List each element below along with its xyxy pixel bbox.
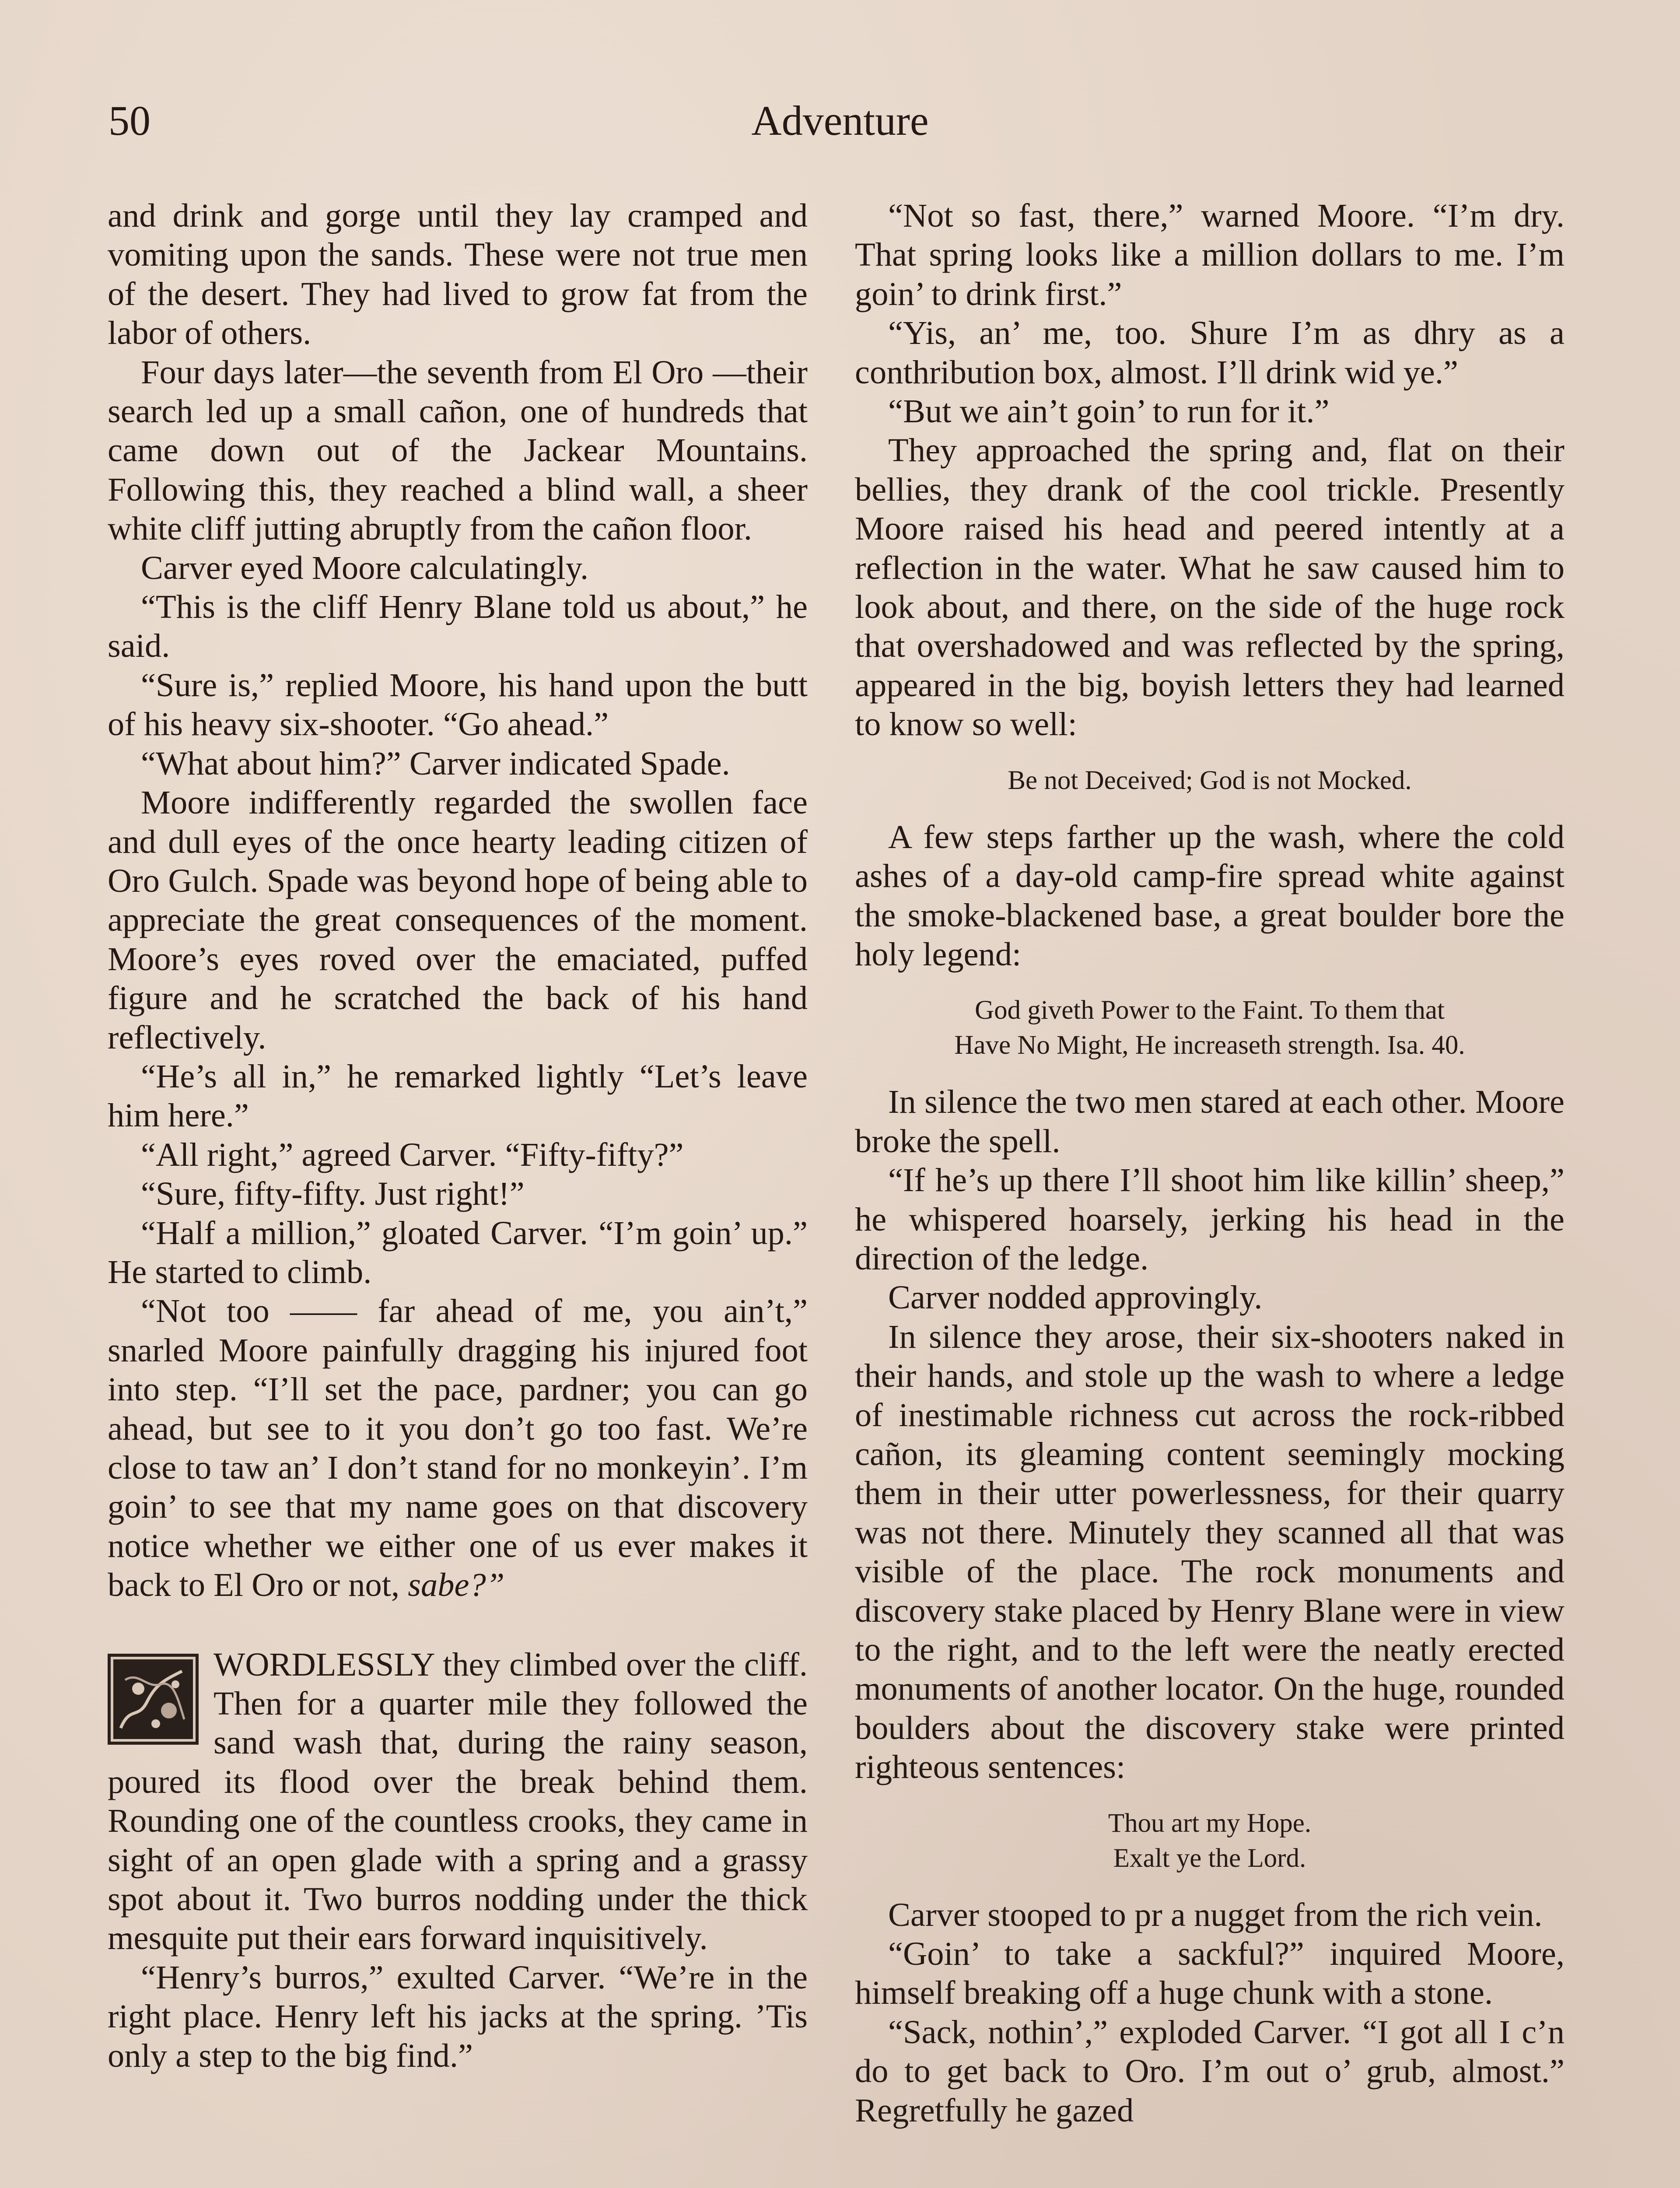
- paragraph-text: “Not too —— far ahead of me, you ain’t,” snarled Moore painfully dragging his injured foot into step. “I’ll set the pace, pardner; you can go ahead, but see to it you don’t go too fast. We’re close to taw an’ I don’t stand for no monkeyin’. I’m goin’ to see that my name goes on that discovery notice whether we either one of us ever makes it back to El Oro or not,: [108, 1292, 808, 1604]
- spacer: [855, 974, 1564, 993]
- inscription: Be not Deceived; God is not Mocked.: [1008, 765, 1412, 795]
- left-column: [108, 196, 808, 2075]
- italic-text: sabe?”: [408, 1566, 505, 1604]
- spacer: [855, 1787, 1564, 1806]
- spacer: [855, 744, 1564, 763]
- paragraph: [108, 1645, 808, 1958]
- paragraph: and drink and gorge until they lay cramped and vomiting upon the sands. These were not true men of the desert. They had lived to grow fat from the labor of others.: [108, 197, 808, 352]
- paragraph: “Not so fast, there,” warned Moore. “I’m dry. That spring looks like a million dollars to me. I’m goin’ to drink first.”: [855, 197, 1564, 312]
- paragraph: Carver eyed Moore calculatingly.: [141, 549, 589, 586]
- paragraph: Carver nodded approvingly.: [888, 1279, 1263, 1316]
- inscription-line: Exalt ye the Lord.: [1113, 1843, 1306, 1873]
- inscription-line: Thou art my Hope.: [1108, 1808, 1312, 1838]
- paragraph: “All right,” agreed Carver. “Fifty-fifty?”: [141, 1136, 684, 1173]
- page-number: 50: [108, 97, 150, 144]
- running-head: Adventure: [751, 97, 929, 144]
- paragraph: “Sure is,” replied Moore, his hand upon the butt of his heavy six-shooter. “Go ahead.”: [108, 666, 808, 743]
- paragraph: “But we ain’t goin’ to run for it.”: [888, 393, 1330, 430]
- paragraph: “Half a million,” gloated Carver. “I’m goin’ up.” He started to climb.: [108, 1214, 808, 1290]
- paragraph: In silence the two men stared at each other. Moore broke the spell.: [855, 1083, 1564, 1160]
- paragraph: They approached the spring and, flat on their bellies, they drank of the cool trickle. Presently Moore raised his head and peered intently at a reflection in the water. What he saw caused him to look about, and there, on the side of the huge rock that overshadowed and was reflected by the spring, appeared in the big, boyish letters they had learned to know so well:: [855, 431, 1564, 743]
- paragraph: In silence they arose, their six-shooters naked in their hands, and stole up the wash to where a ledge of inestimable richness cut across the rock-ribbed cañon, its gleaming content seemingly mocking them in their utter powerlessness, for their quarry was not there. Minutely they scanned all that was visible of the place. The rock monuments and discovery stake placed by Henry Blane were in view to the right, and to the left were the neatly erected monuments of another locator. On the huge, rounded boulders about the discovery stake were printed righteous sentences:: [855, 1318, 1564, 1786]
- paragraph: Moore indifferently regarded the swollen face and dull eyes of the once hearty leading citizen of Oro Gulch. Spade was beyond hope of being able to appreciate the great consequences of the moment. Moore’s eyes roved over the emaciated, puffed figure and he scratched the back of his hand reflectively.: [108, 784, 808, 1056]
- section-break: [108, 1605, 808, 1645]
- paragraph: “This is the cliff Henry Blane told us about,” he said.: [108, 588, 808, 665]
- ornament-initial-icon: [108, 1654, 199, 1745]
- paragraph: “Sure, fifty-fifty. Just right!”: [141, 1175, 525, 1213]
- paragraph-text: they climbed over the cliff. Then for a quarter mile they followed the sand wash that, during the rainy season, poured its flood over the break behind them. Rounding one of the countless crooks, they came in sight of an open glade with a spring and a grassy spot about it. Two burros nodding under the thick mesquite put their ears forward inquisitively.: [108, 1645, 808, 1957]
- paragraph: Four days later—the seventh from El Oro —their search led up a small cañon, one of hundreds that came down out of the Jackear Mountains. Following this, they reached a blind wall, a sheer white cliff jutting abruptly from the cañon floor.: [108, 353, 808, 547]
- paragraph: A few steps farther up the wash, where the cold ashes of a day-old camp-fire spread white against the smoke-blackened base, a great boulder bore the holy legend:: [855, 818, 1564, 973]
- paragraph: Carver stooped to pr a nugget from the rich vein.: [888, 1896, 1543, 1933]
- spacer: [855, 1876, 1564, 1895]
- paragraph: “He’s all in,” he remarked lightly “Let’s leave him here.”: [108, 1057, 808, 1134]
- paragraph: “Sack, nothin’,” exploded Carver. “I got all I c’n do to get back to Oro. I’m out o’ grub, almost.” Regretfully he gazed: [855, 2013, 1564, 2129]
- right-column: [855, 196, 1564, 2130]
- paragraph: “Goin’ to take a sackful?” inquired Moore, himself breaking off a huge chunk with a stone.: [855, 1935, 1564, 2012]
- spacer: [855, 1063, 1564, 1082]
- paragraph: [108, 1291, 808, 1604]
- spacer: [855, 798, 1564, 817]
- inscription-line: Have No Might, He increaseth strength. Isa. 40.: [954, 1031, 1465, 1060]
- paragraph: “Yis, an’ me, too. Shure I’m as dhry as a conthribution box, almost. I’ll drink wid ye.”: [855, 314, 1564, 391]
- drop-word: WORDLESSLY: [214, 1645, 434, 1683]
- inscription-line: God giveth Power to the Faint. To them that: [975, 996, 1445, 1025]
- paragraph: “If he’s up there I’ll shoot him like killin’ sheep,” he whispered hoarsely, jerking his head in the direction of the ledge.: [855, 1161, 1564, 1277]
- paragraph: “Henry’s burros,” exulted Carver. “We’re in the right place. Henry left his jacks at the spring. ’Tis only a step to the big find.”: [108, 1958, 808, 2074]
- paragraph: “What about him?” Carver indicated Spade.: [141, 744, 730, 782]
